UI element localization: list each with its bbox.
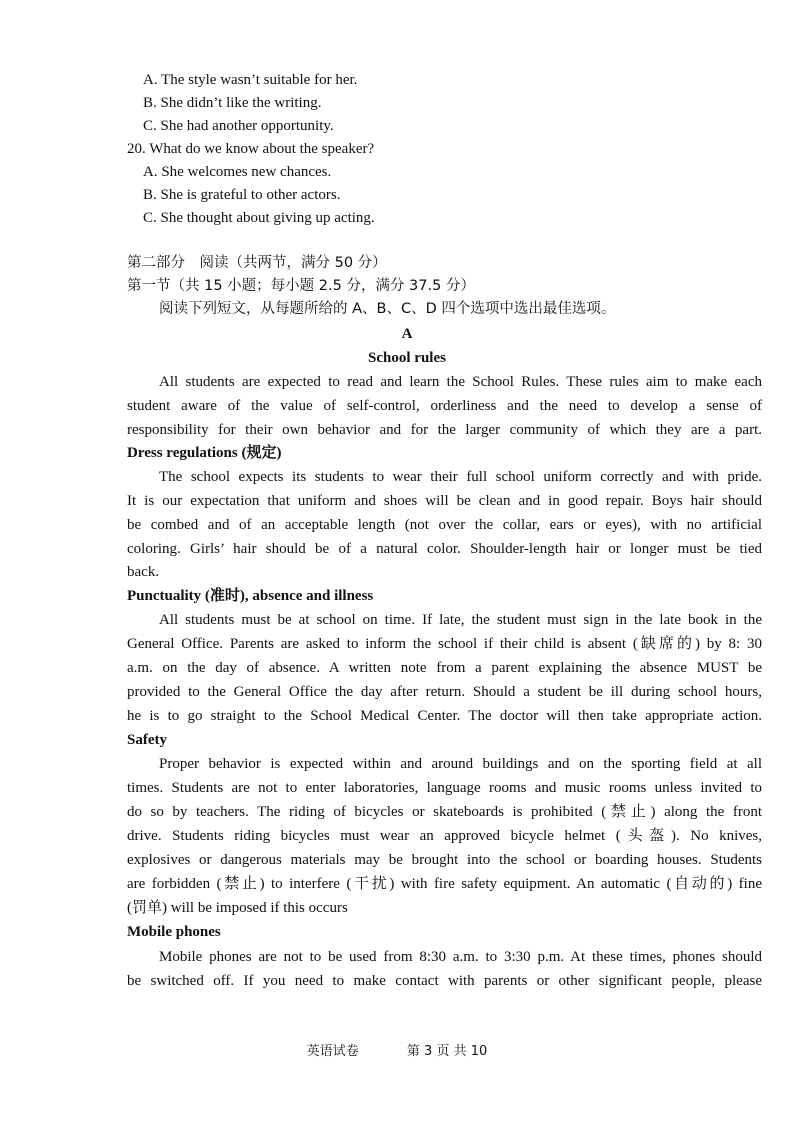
intro-line-3: responsibility for their own behavior and for the larger community of which they are a part. bbox=[127, 422, 762, 438]
footer-page-number: 第 3 页 共 10 bbox=[406, 1044, 488, 1059]
punctuality-line-3: a.m. on the day of absence. A written note from a parent explaining the absence MUST be bbox=[127, 660, 762, 676]
passage-title: School rules bbox=[368, 350, 446, 366]
dress-heading: Dress regulations (规定) bbox=[127, 445, 282, 461]
footer-subject: 英语试卷 bbox=[306, 1044, 359, 1059]
reading-instruction: 阅读下列短文，从每题所给的 A、B、C、D 四个选项中选出最佳选项。 bbox=[159, 301, 616, 317]
safety-heading: Safety bbox=[127, 732, 167, 748]
q19-option-b: B. She didn’t like the writing. bbox=[143, 95, 322, 111]
section1-heading: 第一节（共 15 小题；每小题 2.5 分，满分 37.5 分） bbox=[127, 278, 475, 294]
dress-line-3: be combed and of an acceptable length (not over the collar, ears or eyes), with no artificial bbox=[127, 517, 762, 533]
safety-line-1: Proper behavior is expected within and around buildings and on the sporting field at all bbox=[159, 756, 762, 772]
q19-option-c: C. She had another opportunity. bbox=[143, 118, 334, 134]
passage-letter: A bbox=[401, 326, 413, 342]
dress-line-5: back. bbox=[127, 564, 160, 580]
safety-line-4: drive. Students riding bicycles must wear an approved bicycle helmet (头盔). No knives, bbox=[127, 828, 762, 844]
q19-option-a: A. The style wasn’t suitable for her. bbox=[143, 72, 358, 88]
safety-line-2: times. Students are not to enter laboratories, language rooms and music rooms unless invited to bbox=[127, 780, 762, 796]
punctuality-line-4: provided to the General Office the day after return. Should a student be ill during school hours, bbox=[127, 684, 762, 700]
q20-option-b: B. She is grateful to other actors. bbox=[143, 187, 341, 203]
safety-line-5: explosives or dangerous materials may be brought into the school or boarding houses. Students bbox=[127, 852, 762, 868]
punctuality-heading: Punctuality (准时), absence and illness bbox=[127, 588, 374, 604]
part2-heading: 第二部分 阅读（共两节，满分 50 分） bbox=[127, 255, 387, 271]
safety-line-3: do so by teachers. The riding of bicycles or skateboards is prohibited (禁止) along the front bbox=[127, 804, 762, 820]
mobile-heading: Mobile phones bbox=[127, 924, 221, 940]
punctuality-line-2: General Office. Parents are asked to inform the school if their child is absent (缺席的) by 8: 30 bbox=[127, 636, 762, 652]
intro-line-2: student aware of the value of self-control, orderliness and the need to develop a sense of bbox=[127, 398, 762, 414]
q20-option-a: A. She welcomes new chances. bbox=[143, 164, 332, 180]
q20-stem: 20. What do we know about the speaker? bbox=[127, 141, 375, 157]
punctuality-line-1: All students must be at school on time. If late, the student must sign in the late book in the bbox=[159, 612, 762, 628]
dress-line-4: coloring. Girls’ hair should be of a natural color. Shoulder-length hair or longer must be tied bbox=[127, 541, 762, 557]
mobile-line-1: Mobile phones are not to be used from 8:30 a.m. to 3:30 p.m. At these times, phones should bbox=[159, 949, 762, 965]
intro-line-1: All students are expected to read and learn the School Rules. These rules aim to make each bbox=[159, 374, 762, 390]
punctuality-line-5: he is to go straight to the School Medical Center. The doctor will then take appropriate action. bbox=[127, 708, 762, 724]
page-footer bbox=[0, 1040, 794, 1059]
safety-line-7: (罚单) will be imposed if this occurs bbox=[127, 900, 348, 916]
mobile-line-2: be switched off. If you need to make contact with parents or other significant people, please bbox=[127, 973, 762, 989]
safety-line-6: are forbidden (禁止) to interfere (干扰) with fire safety equipment. An automatic (自动的) fine bbox=[127, 876, 762, 892]
dress-line-2: It is our expectation that uniform and shoes will be clean and in good repair. Boys hair should bbox=[127, 493, 762, 509]
q20-option-c: C. She thought about giving up acting. bbox=[143, 210, 375, 226]
dress-line-1: The school expects its students to wear their full school uniform correctly and with pride. bbox=[159, 469, 762, 485]
